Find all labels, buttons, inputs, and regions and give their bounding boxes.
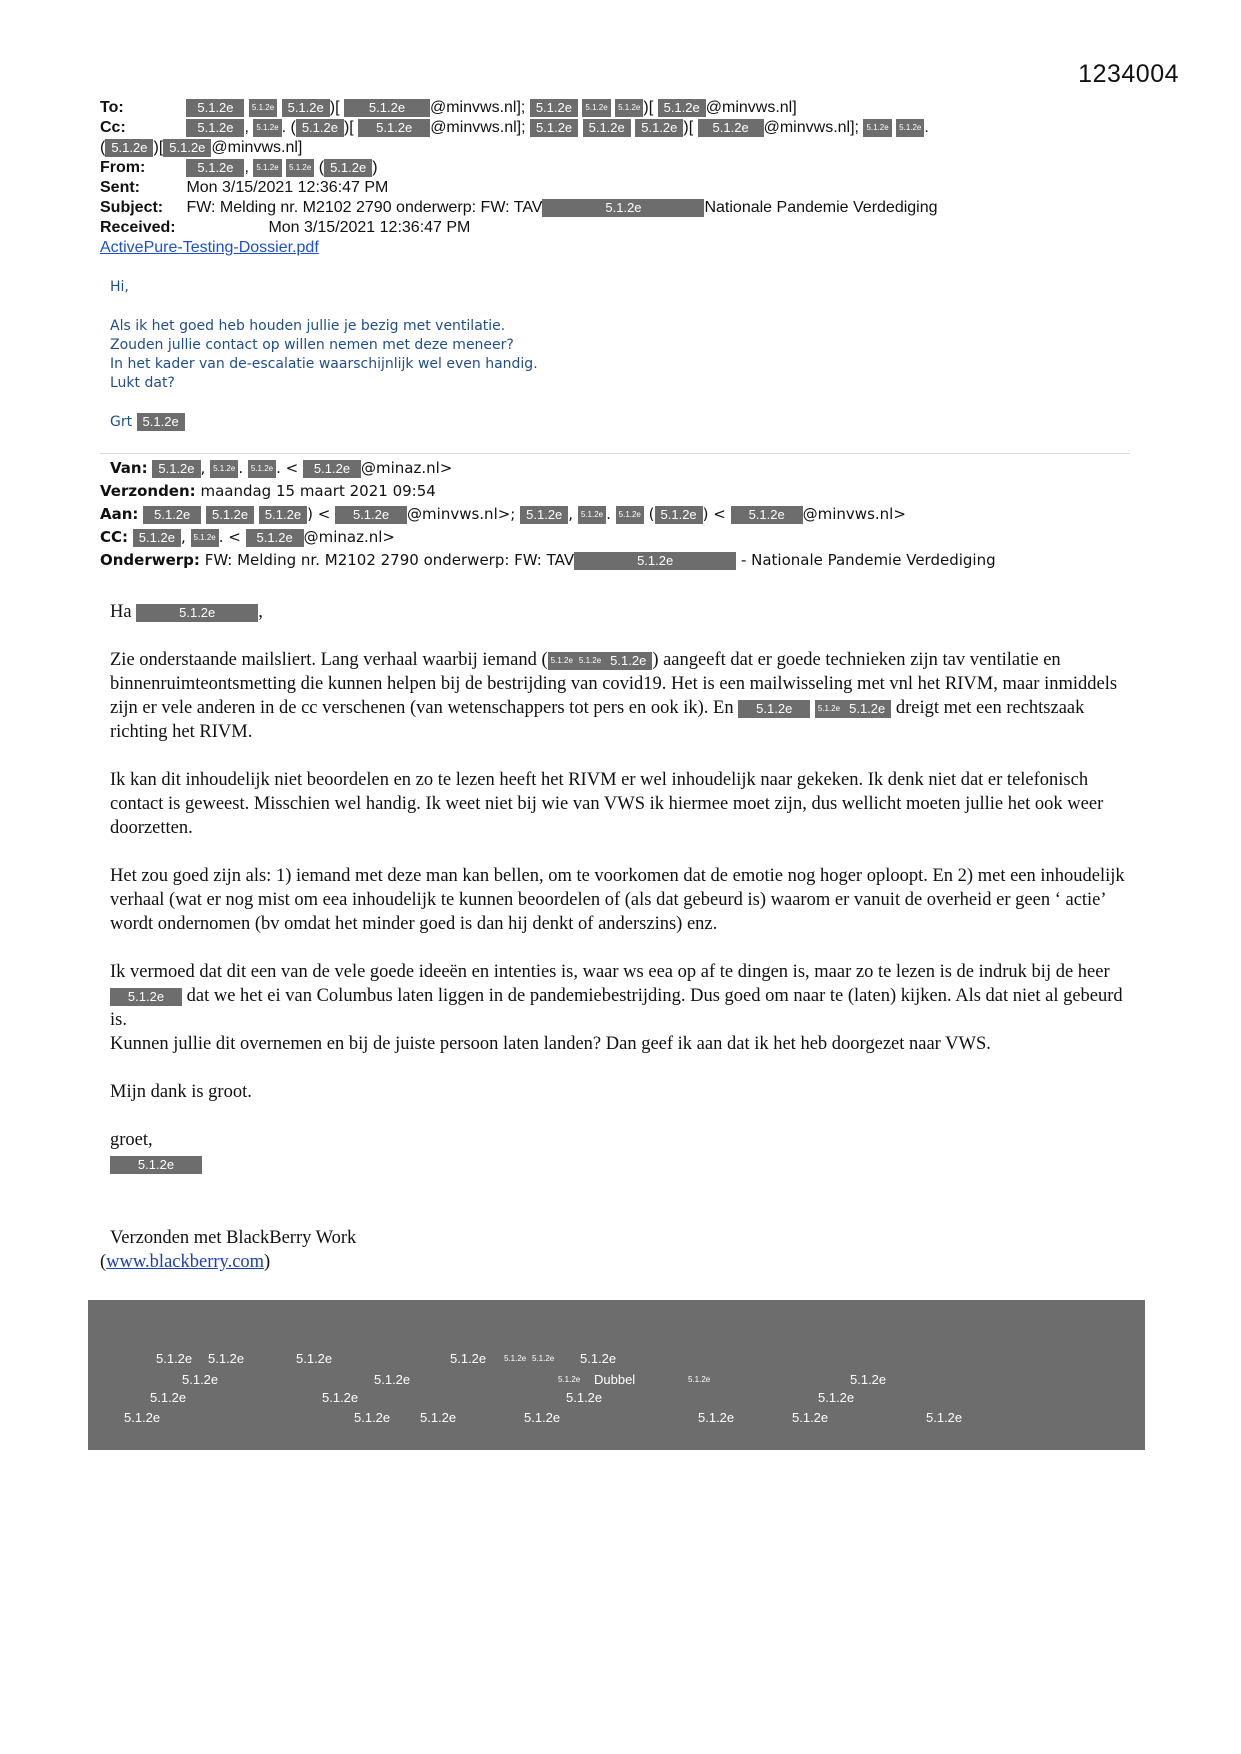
from-label: From: xyxy=(100,159,146,176)
redaction: 5.1.2e xyxy=(698,1410,735,1425)
redaction: 5.1.2e xyxy=(186,159,244,177)
blackberry-link-line: (www.blackberry.com) xyxy=(100,1252,271,1272)
redaction: 5.1.2e xyxy=(574,552,736,570)
redaction: 5.1.2e xyxy=(124,1410,161,1425)
redaction: 5.1.2e xyxy=(580,1351,617,1366)
received-label: Received: xyxy=(100,219,176,236)
redaction: 5.1.2e xyxy=(143,506,201,524)
redaction: 5.1.2e xyxy=(354,1410,391,1425)
note-line: Zouden jullie contact op willen nemen met deze meneer? xyxy=(110,337,514,353)
cc-domain: @minvws.nl]; xyxy=(763,119,859,136)
body-paragraph: Zie onderstaande mailsliert. Lang verhaal waarbij iemand ( 5.1.2e 5.1.2e 5.1.2e ) aangeeft dat er goede technieken zijn tav ventilatie en binnenruimteontsmetting die kunnen helpen bij de bestrijding van covid19. Het is een mailwisseling met vnl het RIVM, maar inmiddels zijn er vele anderen in de cc verschenen (van wetenschappers tot pers en ook ik). En 5.1.2e 5.1.2e 5.1.2e dreigt met een rechtszaak richting het RIVM. xyxy=(110,650,1118,742)
redaction: 5.1.2e xyxy=(282,99,330,117)
van-row: Van: 5.1.2e , 5.1.2e . 5.1.2e . < 5.1.2e @minaz.nl> xyxy=(110,459,453,477)
redaction: 5.1.2e xyxy=(186,119,244,137)
redaction: 5.1.2e xyxy=(249,99,277,117)
redaction: 5.1.2e xyxy=(208,1351,245,1366)
cc-domain-original: @minaz.nl> xyxy=(303,528,395,546)
aan-domain: @minvws.nl>; xyxy=(407,505,516,523)
redaction: 5.1.2e xyxy=(926,1410,963,1425)
attachment-row xyxy=(100,238,1150,258)
redaction: 5.1.2e xyxy=(322,1390,359,1405)
cc-domain: @minvws.nl] xyxy=(211,139,303,156)
redaction: 5.1.2e xyxy=(896,119,924,137)
cc-domain: @minvws.nl]; xyxy=(430,119,526,136)
redaction: 5.1.2e xyxy=(738,700,810,718)
note-line: In het kader van de-escalatie waarschijnlijk wel even handig. xyxy=(110,356,538,372)
verzonden-value: maandag 15 maart 2021 09:54 xyxy=(200,482,436,500)
redaction: 5.1.2e xyxy=(582,99,610,117)
redaction: 5.1.2e xyxy=(358,119,430,137)
aan-row: Aan: 5.1.2e 5.1.2e 5.1.2e ) < 5.1.2e @minvws.nl>; 5.1.2e , 5.1.2e . 5.1.2e ( 5.1.2e ) < 5.1.2e @minvws.nl> xyxy=(100,505,906,523)
verzonden-row: Verzonden: maandag 15 maart 2021 09:54 xyxy=(100,482,436,500)
redaction: 5.1.2e xyxy=(504,1354,527,1363)
redaction: 5.1.2e xyxy=(324,159,372,177)
blackberry-link[interactable]: www.blackberry.com xyxy=(106,1252,265,1272)
redaction: 5.1.2e xyxy=(137,413,185,431)
body-greeting: Ha 5.1.2e , xyxy=(110,602,263,622)
note-greeting: Hi, xyxy=(110,279,129,295)
redaction: 5.1.2e xyxy=(253,119,281,137)
redaction: 5.1.2e xyxy=(532,1354,555,1363)
sent-with: Verzonden met BlackBerry Work xyxy=(110,1228,357,1248)
cc-row-continued: ( 5.1.2e )[ 5.1.2e @minvws.nl] xyxy=(100,139,303,156)
body-closing: groet, xyxy=(110,1130,153,1150)
redaction: 5.1.2e xyxy=(259,506,307,524)
body-paragraph: Het zou goed zijn als: 1) iemand met deze man kan bellen, om te voorkomen dat de emotie nog hoger oploopt. En 2) met een inhoudelijk verhaal (wat er nog mist om eea inhoudelijk te kunnen beoordelen of (als dat gebeurd is) waarom er vanuit de overheid er geen ‘ actie’ wordt ondernomen (bv omdat het minder goed is dan hij denkt of anderszins) enz. xyxy=(110,866,1125,934)
redaction: 5.1.2e xyxy=(156,1351,193,1366)
redaction: 5.1.2e xyxy=(530,119,578,137)
redaction: 5.1.2e xyxy=(163,139,211,157)
document-number: 1234004 xyxy=(1078,60,1179,88)
subject-row xyxy=(100,198,1150,218)
redaction: 5.1.2e xyxy=(253,159,281,177)
redaction: 5.1.2e xyxy=(558,1375,581,1384)
forward-note xyxy=(110,278,1010,432)
redaction: 5.1.2e xyxy=(374,1372,411,1387)
redaction: 5.1.2e xyxy=(110,988,182,1006)
attachment-link[interactable]: ActivePure-Testing-Dossier.pdf xyxy=(100,239,319,256)
redaction: 5.1.2e xyxy=(344,99,430,117)
note-signoff: Grt 5.1.2e xyxy=(110,413,1010,432)
subject-label: Subject: xyxy=(100,199,164,216)
redaction: 5.1.2e xyxy=(792,1410,829,1425)
redacted-footer xyxy=(88,1300,1145,1450)
redaction: 5.1.2e xyxy=(206,506,254,524)
cc-label: Cc: xyxy=(100,119,126,136)
redaction: 5.1.2e xyxy=(635,119,683,137)
redaction: 5.1.2e xyxy=(296,119,344,137)
to-domain: @minvws.nl]; xyxy=(429,99,526,116)
redaction: 5.1.2e xyxy=(150,1390,187,1405)
aan-domain: @minvws.nl> xyxy=(802,505,906,523)
redaction: 5.1.2e xyxy=(616,506,644,524)
redaction: 5.1.2e xyxy=(450,1351,487,1366)
redaction: 5.1.2e xyxy=(136,604,258,622)
redaction: 5.1.2e xyxy=(576,652,604,670)
received-value: Mon 3/15/2021 12:36:47 PM xyxy=(268,219,471,236)
message-body xyxy=(100,600,1130,1298)
body-paragraph: Ik vermoed dat dit een van de vele goede ideeën en intenties is, waar ws eea op af te dingen is, maar zo te lezen is de indruk bij de heer 5.1.2e dat we het ei van Columbus laten liggen in de pandemiebestrijding. Dus goed om naar te (laten) kijken. Als dat niet al gebeurd is. xyxy=(110,962,1123,1030)
sent-value: Mon 3/15/2021 12:36:47 PM xyxy=(186,179,389,196)
redaction: 5.1.2e xyxy=(248,460,276,478)
separator-line xyxy=(100,453,1130,454)
redaction: 5.1.2e xyxy=(186,99,244,117)
redaction: 5.1.2e xyxy=(863,119,891,137)
subject-prefix: FW: Melding nr. M2102 2790 onderwerp: FW: TAV xyxy=(186,199,543,216)
redaction: 5.1.2e xyxy=(818,1390,855,1405)
redaction: 5.1.2e xyxy=(843,700,891,718)
received-row xyxy=(100,218,1150,238)
redaction: 5.1.2e xyxy=(578,506,606,524)
redaction: 5.1.2e xyxy=(286,159,314,177)
redaction: 5.1.2e xyxy=(296,1351,333,1366)
van-domain: @minaz.nl> xyxy=(361,459,453,477)
redaction: 5.1.2e xyxy=(655,506,703,524)
cc-row-original: CC: 5.1.2e , 5.1.2e . < 5.1.2e @minaz.nl> xyxy=(100,528,395,546)
redaction: 5.1.2e xyxy=(210,460,238,478)
redaction: 5.1.2e xyxy=(542,199,704,217)
redaction: 5.1.2e xyxy=(688,1375,711,1384)
to-domain: @minvws.nl] xyxy=(705,99,797,116)
note-line: Als ik het goed heb houden jullie je bezig met ventilatie. xyxy=(110,318,506,334)
redaction: 5.1.2e xyxy=(530,99,578,117)
sent-row xyxy=(100,178,1150,198)
redaction: 5.1.2e xyxy=(303,460,361,478)
redaction: 5.1.2e xyxy=(152,460,200,478)
to-label: To: xyxy=(100,99,124,116)
redaction: 5.1.2e xyxy=(524,1410,561,1425)
onderwerp-prefix: FW: Melding nr. M2102 2790 onderwerp: FW: TAV xyxy=(204,551,575,569)
body-thanks: Mijn dank is groot. xyxy=(110,1082,252,1102)
sent-label: Sent: xyxy=(100,179,140,196)
subject-suffix: Nationale Pandemie Verdediging xyxy=(704,199,938,216)
redaction: 5.1.2e xyxy=(731,506,803,524)
redaction: 5.1.2e xyxy=(850,1372,887,1387)
redaction: 5.1.2e xyxy=(191,529,219,547)
from-row: From: 5.1.2e , 5.1.2e 5.1.2e ( 5.1.2e ) xyxy=(100,159,378,176)
cc-row: Cc: 5.1.2e , 5.1.2e . ( 5.1.2e )[ 5.1.2e @minvws.nl]; 5.1.2e 5.1.2e 5.1.2e )[ 5.1.2e @minvws.nl]; 5.1.2e 5.1.2e . xyxy=(100,119,929,136)
redaction: 5.1.2e xyxy=(110,1156,202,1174)
body-paragraph: Ik kan dit inhoudelijk niet beoordelen en zo te lezen heeft het RIVM er wel inhoudelijk naar gekeken. Ik denk niet dat er telefonisch contact is geweest. Misschien wel handig. Ik weet niet bij wie van VWS ik hiermee moet zijn, dus wellicht moeten jullie het ook weer doorzetten. xyxy=(110,770,1104,838)
redaction: 5.1.2e xyxy=(615,99,643,117)
redaction: 5.1.2e xyxy=(520,506,568,524)
redaction: 5.1.2e xyxy=(583,119,631,137)
redaction: 5.1.2e xyxy=(420,1410,457,1425)
redaction: 5.1.2e xyxy=(604,652,652,670)
redaction: 5.1.2e xyxy=(246,529,304,547)
redaction: 5.1.2e xyxy=(133,529,181,547)
body-paragraph: Kunnen jullie dit overnemen en bij de juiste persoon laten landen? Dan geef ik aan dat ik het heb doorgezet naar VWS. xyxy=(110,1034,991,1054)
redaction: 5.1.2e xyxy=(335,506,407,524)
redaction: 5.1.2e xyxy=(815,700,843,718)
signature-redaction xyxy=(110,1152,1130,1176)
redaction: 5.1.2e xyxy=(182,1372,219,1387)
original-header xyxy=(100,457,1150,572)
redaction: 5.1.2e xyxy=(105,139,153,157)
onderwerp-suffix: - Nationale Pandemie Verdediging xyxy=(740,551,996,569)
redaction: 5.1.2e xyxy=(698,119,764,137)
email-header xyxy=(100,98,1150,258)
onderwerp-row: Onderwerp: FW: Melding nr. M2102 2790 onderwerp: FW: TAV 5.1.2e - Nationale Pandemie Verdediging xyxy=(100,551,996,569)
note-line: Lukt dat? xyxy=(110,375,175,391)
redaction: 5.1.2e xyxy=(548,652,576,670)
footer-dubbel: Dubbel xyxy=(594,1372,636,1387)
redaction: 5.1.2e xyxy=(658,99,706,117)
to-row: To: 5.1.2e 5.1.2e 5.1.2e )[ 5.1.2e @minvws.nl]; 5.1.2e 5.1.2e 5.1.2e )[ 5.1.2e @minvws.nl] xyxy=(100,99,797,116)
redaction: 5.1.2e xyxy=(566,1390,603,1405)
